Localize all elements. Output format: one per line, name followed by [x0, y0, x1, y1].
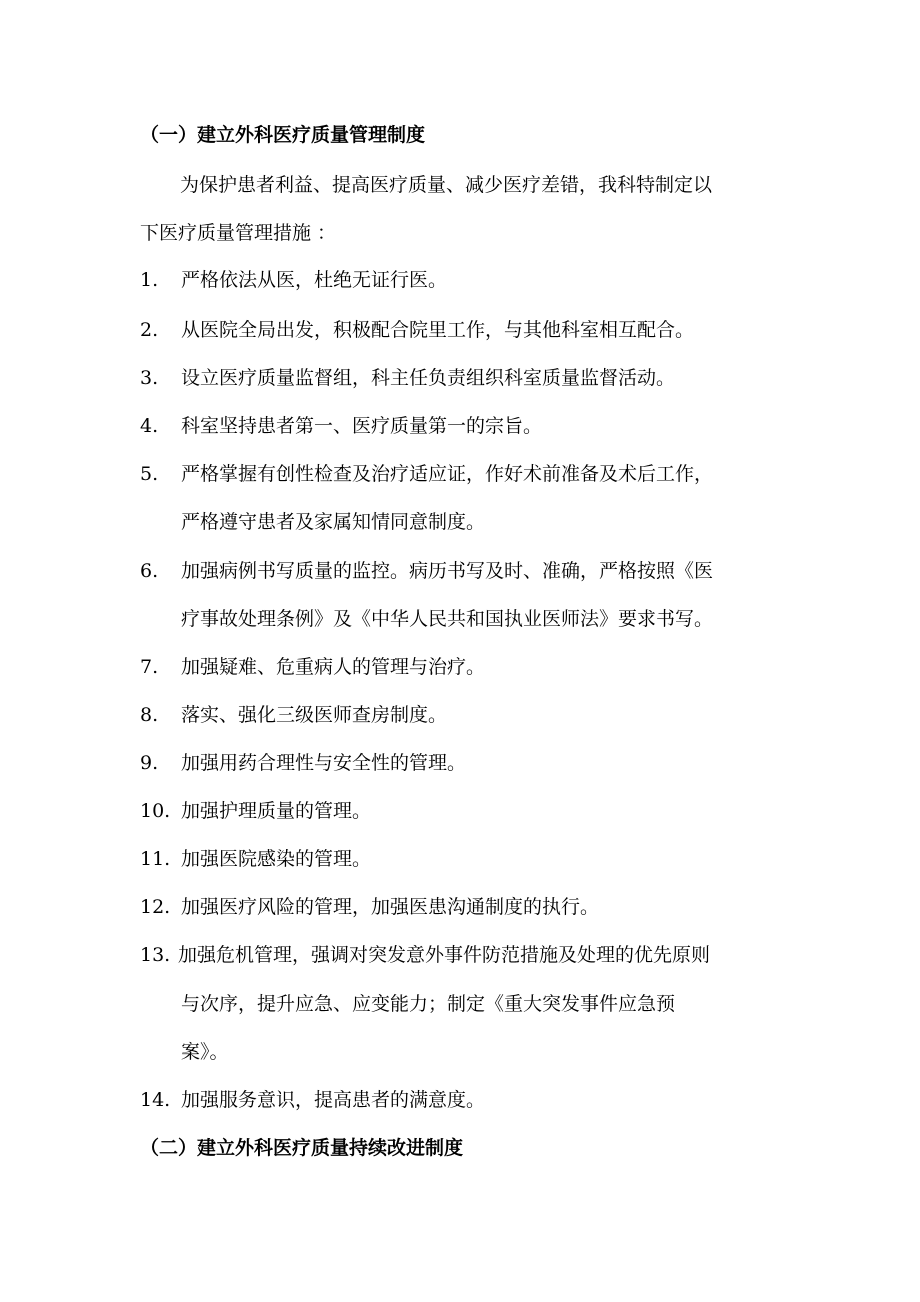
list-item-7: [140, 655, 485, 679]
list-item-13-continuation-1: 与次序，提升应急、应变能力；制定《重大突发事件应急预: [181, 993, 676, 1015]
item-text: 加强用药合理性与安全性的管理。: [181, 752, 467, 774]
item-number: 1.: [140, 269, 159, 291]
item-text: 加强护理质量的管理。: [181, 800, 372, 822]
item-text: 从医院全局出发，积极配合院里工作，与其他科室相互配合。: [181, 319, 695, 341]
item-number: 5.: [140, 463, 159, 485]
item-text: 加强医疗风险的管理，加强医患沟通制度的执行。: [181, 896, 600, 918]
item-number: 14.: [140, 1089, 171, 1111]
list-item-10: [140, 799, 371, 823]
item-text: 加强病例书写质量的监控。病历书写及时、准确，严格按照《医: [181, 560, 714, 582]
item-number: 13.: [140, 944, 171, 966]
list-item-8: [140, 703, 447, 727]
item-number: 2.: [140, 319, 159, 341]
list-item-13-continuation-2: 案》。: [181, 1041, 229, 1063]
item-number: 8.: [140, 704, 159, 726]
item-text: 严格依法从医，杜绝无证行医。: [181, 269, 448, 291]
item-text: 加强服务意识，提高患者的满意度。: [181, 1089, 486, 1111]
list-item-5: [140, 462, 713, 486]
item-text: 加强危机管理，强调对突发意外事件防范措施及处理的优先原则: [178, 944, 711, 966]
list-item-3: [140, 366, 675, 390]
item-text: 科室坚持患者第一、医疗质量第一的宗旨。: [181, 415, 543, 437]
item-text: 设立医疗质量监督组，科主任负责组织科室质量监督活动。: [181, 367, 676, 389]
list-item-9: [140, 751, 466, 775]
item-number: 11.: [140, 848, 171, 870]
item-text: 加强疑难、危重病人的管理与治疗。: [181, 656, 486, 678]
list-item-1: [140, 268, 447, 292]
list-item-4: [140, 414, 542, 438]
list-item-6: [140, 559, 713, 583]
list-item-6-continuation: 疗事故处理条例》及《中华人民共和国执业医师法》要求书写。: [181, 608, 714, 630]
item-number: 6.: [140, 560, 159, 582]
list-item-14: [140, 1088, 485, 1112]
section-1-title: （一）建立外科医疗质量管理制度: [140, 124, 426, 146]
item-text: 落实、强化三级医师查房制度。: [181, 704, 448, 726]
item-number: 9.: [140, 752, 159, 774]
intro-line-1: 为保护患者利益、提高医疗质量、减少医疗差错，我科特制定以: [180, 174, 713, 196]
list-item-12: [140, 895, 599, 919]
item-text: 加强医院感染的管理。: [181, 848, 372, 870]
section-2-title: （二）建立外科医疗质量持续改进制度: [140, 1137, 464, 1159]
list-item-2: [140, 318, 694, 342]
list-item-5-continuation: 严格遵守患者及家属知情同意制度。: [181, 511, 486, 533]
intro-line-2: 下医疗质量管理措施 ：: [140, 222, 337, 244]
list-item-11: [140, 847, 371, 871]
list-item-13: [140, 943, 710, 967]
item-text: 严格掌握有创性检查及治疗适应证，作好术前准备及术后工作，: [181, 463, 714, 485]
item-number: 7.: [140, 656, 159, 678]
item-number: 12.: [140, 896, 171, 918]
item-number: 3.: [140, 367, 159, 389]
item-number: 4.: [140, 415, 159, 437]
item-number: 10.: [140, 800, 171, 822]
